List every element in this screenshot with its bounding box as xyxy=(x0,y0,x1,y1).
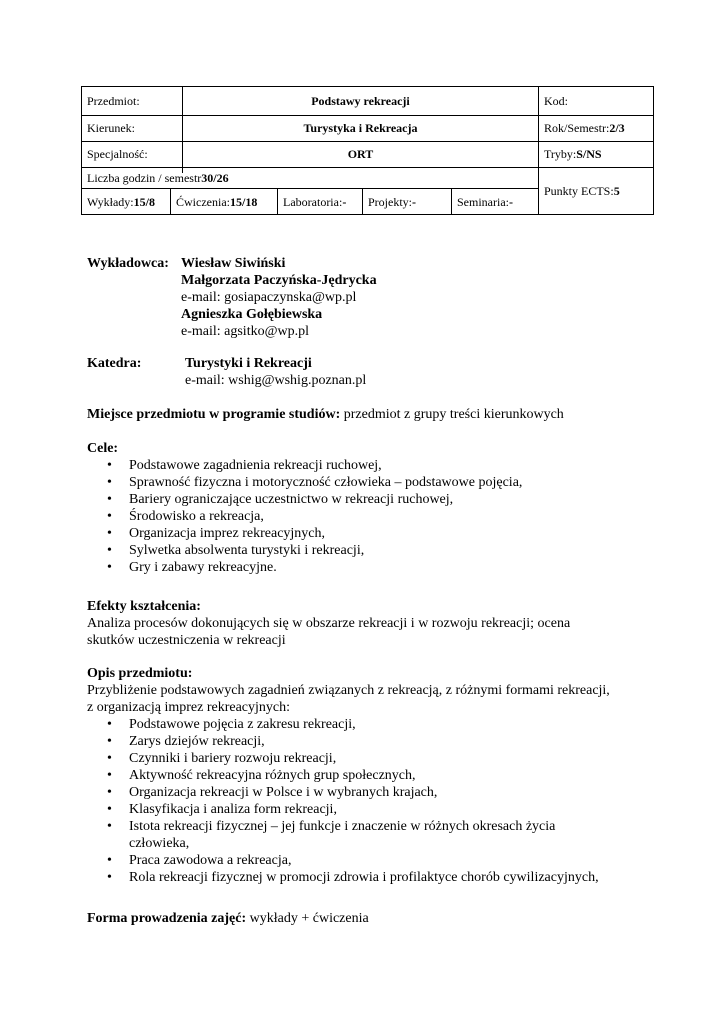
year-semester-label: Rok/Semestr: xyxy=(544,121,610,135)
list-item: • Organizacja imprez rekreacyjnych, xyxy=(87,525,647,542)
programme-place-value: przedmiot z grupy treści kierunkowych xyxy=(340,407,564,422)
ects-label: Punkty ECTS: xyxy=(544,184,614,198)
list-item: • Podstawowe zagadnienia rekreacji ruchowej, xyxy=(87,457,647,474)
effects-section xyxy=(87,598,647,649)
list-item: • Rola rekreacji fizycznej w promocji zdrowia i profilaktyce chorób cywilizacyjnych, xyxy=(87,869,627,886)
class-form-value: wykłady + ćwiczenia xyxy=(246,911,369,926)
list-item: • Aktywność rekreacyjna różnych grup społecznych, xyxy=(87,767,627,784)
exercises-label: Ćwiczenia: xyxy=(176,194,230,209)
lecturer-name-3: Agnieszka Gołębiewska xyxy=(181,307,323,322)
ects-value: 5 xyxy=(613,184,620,198)
labs-label: Laboratoria: xyxy=(283,194,343,209)
specialty-value: ORT xyxy=(347,147,374,161)
lecturer-email-2: e-mail: gosiapaczynska@wp.pl xyxy=(181,290,357,305)
exercises-value: 15/18 xyxy=(229,194,258,209)
ects-points xyxy=(539,168,653,215)
department-email: e-mail: wshig@wshig.poznan.pl xyxy=(185,373,367,388)
study-mode-value: S/NS xyxy=(576,147,602,161)
lecturers-label: Wykładowca: xyxy=(87,256,169,271)
subject-label: Przedmiot: xyxy=(87,93,140,108)
description-text-line-1: Przybliżenie podstawowych zagadnień związanych z rekreacją, z różnymi formami rekreacji, xyxy=(87,683,610,698)
list-item: • Sylwetka absolwenta turystyki i rekreacji, xyxy=(87,542,647,559)
list-item: • Bariery ograniczające uczestnictwo w rekreacji ruchowej, xyxy=(87,491,647,508)
seminars-label: Seminaria: xyxy=(457,194,509,209)
lectures-value: 15/8 xyxy=(133,194,155,209)
hours-value: 30/26 xyxy=(201,170,229,185)
description-text-line-2: z organizacją imprez rekreacyjnych: xyxy=(87,700,291,715)
projects-label: Projekty: xyxy=(368,194,412,209)
study-mode-label: Tryby: xyxy=(544,147,577,161)
labs-hours xyxy=(278,189,362,215)
description-heading: Opis przedmiotu: xyxy=(87,666,193,681)
department-label: Katedra: xyxy=(87,356,142,371)
labs-value: - xyxy=(342,194,347,209)
hours-per-semester xyxy=(82,168,538,188)
effects-text-line-2: skutków uczestniczenia w rekreacji xyxy=(87,633,286,648)
lecturers-section xyxy=(87,255,377,340)
programme-place xyxy=(87,406,564,423)
description-section xyxy=(87,665,647,886)
list-item: • Zarys dziejów rekreacji, xyxy=(87,733,627,750)
goals-section xyxy=(87,440,647,576)
code-label: Kod: xyxy=(544,93,568,108)
list-item: • Sprawność fizyczna i motoryczność człowieka – podstawowe pojęcia, xyxy=(87,474,647,491)
year-semester-value: 2/3 xyxy=(609,121,625,135)
list-item: • Podstawowe pojęcia z zakresu rekreacji, xyxy=(87,716,627,733)
list-item: • Klasyfikacja i analiza form rekreacji, xyxy=(87,801,627,818)
course-header-table xyxy=(81,86,654,215)
lecturer-name-1: Wiesław Siwiński xyxy=(181,256,286,271)
projects-value: - xyxy=(412,194,416,209)
list-item: • Środowisko a rekreacja, xyxy=(87,508,647,525)
class-form-label: Forma prowadzenia zajęć: xyxy=(87,911,247,926)
lectures-label: Wykłady: xyxy=(87,194,134,209)
effects-text-line-1: Analiza procesów dokonujących się w obszarze rekreacji i w rozwoju rekreacji; ocena xyxy=(87,616,571,631)
department-name: Turystyki i Rekreacji xyxy=(185,356,312,371)
list-item: • Czynniki i bariery rozwoju rekreacji, xyxy=(87,750,627,767)
study-mode xyxy=(539,142,653,167)
field-label: Kierunek: xyxy=(87,121,135,135)
projects-hours xyxy=(363,189,451,215)
lecturer-name-2: Małgorzata Paczyńska-Jędrycka xyxy=(181,273,377,288)
list-item: • Istota rekreacji fizycznej – jej funkcje i znaczenie w różnych okresach życia człowieka, xyxy=(87,818,627,852)
description-list xyxy=(87,716,627,886)
lectures-hours xyxy=(82,189,170,215)
list-item: • Praca zawodowa a rekreacja, xyxy=(87,852,627,869)
specialty-label: Specjalność: xyxy=(87,147,148,161)
subject-value: Podstawy rekreacji xyxy=(311,93,410,108)
department-section xyxy=(87,355,366,389)
hours-label: Liczba godzin / semestr xyxy=(87,170,202,185)
effects-heading: Efekty kształcenia: xyxy=(87,599,201,614)
seminars-hours xyxy=(452,189,538,215)
goals-heading: Cele: xyxy=(87,441,119,456)
field-value: Turystyka i Rekreacja xyxy=(303,121,418,135)
list-item: • Organizacja rekreacji w Polsce i w wybranych krajach, xyxy=(87,784,627,801)
seminars-value: - xyxy=(508,194,513,209)
class-form xyxy=(87,910,369,927)
exercises-hours xyxy=(171,189,277,215)
lecturer-email-3: e-mail: agsitko@wp.pl xyxy=(181,324,309,339)
year-semester xyxy=(539,116,653,141)
goals-list xyxy=(87,457,647,576)
programme-place-label: Miejsce przedmiotu w programie studiów: xyxy=(87,407,341,422)
list-item: • Gry i zabawy rekreacyjne. xyxy=(87,559,647,576)
